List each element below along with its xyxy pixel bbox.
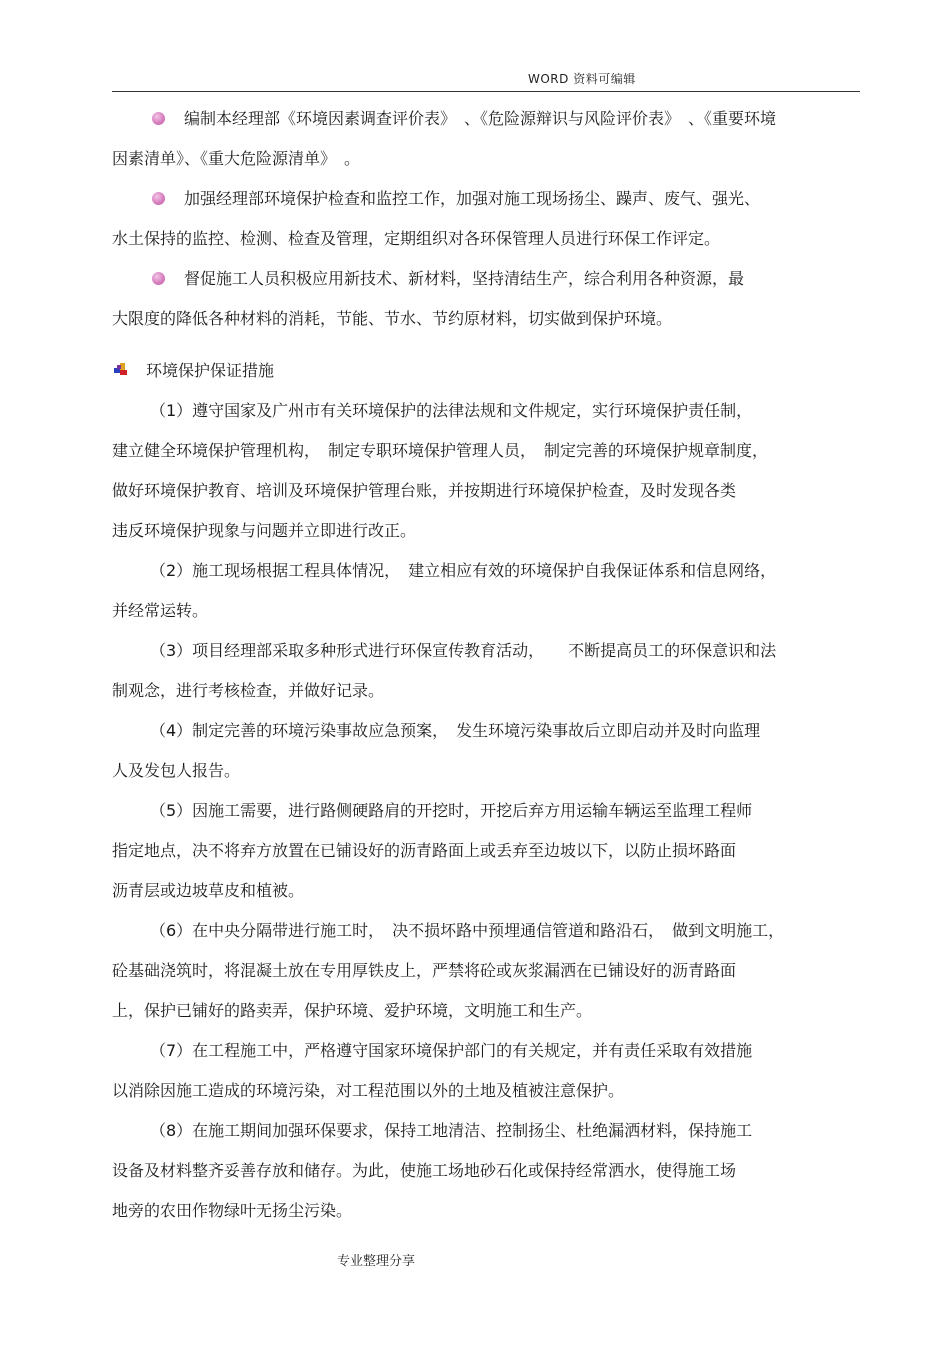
bullet-3-line-2: 大限度的降低各种材料的消耗，节能、节水、节约原材料，切实做到保护环境。 [112,309,673,328]
paragraph-1-line-1: （1）遵守国家及广州市有关环境保护的法律法规和文件规定，实行环境保护责任制， [150,401,753,420]
paragraph-1-line-4: 违反环境保护现象与问题并立即进行改正。 [112,521,417,540]
paragraph-6-line-3: 上，保护已铺好的路卖弄，保护环境、爱护环境，文明施工和生产。 [112,1001,593,1020]
paragraph-5-line-3: 沥青层或边坡草皮和植被。 [112,881,305,900]
paragraph-1-line-2: 建立健全环境保护管理机构， 制定专职环境保护管理人员， 制定完善的环境保护规章制度， [112,441,769,460]
paragraph-6-line-2: 砼基础浇筑时，将混凝土放在专用厚铁皮上，严禁将砼或灰浆漏洒在已铺设好的沥青路面 [112,961,737,980]
paragraph-8-line-1: （8）在施工期间加强环保要求，保持工地清洁、控制扬尘、杜绝漏洒材料，保持施工 [150,1121,753,1140]
paragraph-7-line-1: （7）在工程施工中，严格遵守国家环境保护部门的有关规定，并有责任采取有效措施 [150,1041,753,1060]
paragraph-4-line-1: （4）制定完善的环境污染事故应急预案， 发生环境污染事故后立即启动并及时向监理 [150,721,761,740]
colored-square-bullet-icon [114,362,128,376]
bullet-icon [152,112,165,125]
page-header: WORD 资料可编辑 [528,72,636,86]
bullet-3-line-1: 督促施工人员积极应用新技术、新材料，坚持清结生产，综合利用各种资源，最 [184,269,745,288]
paragraph-3-line-1: （3）项目经理部采取多种形式进行环保宣传教育活动， 不断提高员工的环保意识和法 [150,641,777,660]
paragraph-8-line-3: 地旁的农田作物绿叶无扬尘污染。 [112,1201,353,1220]
bullet-2-line-2: 水土保持的监控、检测、检查及管理，定期组织对各环保管理人员进行环保工作评定。 [112,229,721,248]
bullet-1-line-1: 编制本经理部《环境因素调查评价表》 、《危险源辩识与风险评价表》 、《重要环境 [184,109,777,128]
paragraph-1-line-3: 做好环境保护教育、培训及环境保护管理台账，并按期进行环境保护检查，及时发现各类 [112,481,737,500]
paragraph-5-line-1: （5）因施工需要，进行路侧硬路肩的开挖时，开挖后弃方用运输车辆运至监理工程师 [150,801,753,820]
paragraph-3-line-2: 制观念，进行考核检查，并做好记录。 [112,681,385,700]
bullet-1-line-2: 因素清单》、《重大危险源清单》 。 [112,149,361,168]
bullet-icon [152,192,165,205]
bullet-icon [152,272,165,285]
paragraph-8-line-2: 设备及材料整齐妥善存放和储存。为此，使施工场地砂石化或保持经常洒水，使得施工场 [112,1161,737,1180]
section-title: 环境保护保证措施 [146,361,275,380]
paragraph-5-line-2: 指定地点，决不将弃方放置在已铺设好的沥青路面上或丢弃至边坡以下，以防止损坏路面 [112,841,737,860]
header-rule [112,91,860,92]
paragraph-7-line-2: 以消除因施工造成的环境污染，对工程范围以外的土地及植被注意保护。 [112,1081,625,1100]
paragraph-6-line-1: （6）在中央分隔带进行施工时， 决不损坏路中预埋通信管道和路沿石， 做到文明施工， [150,921,785,940]
page-footer: 专业整理分享 [337,1254,416,1269]
paragraph-2-line-1: （2）施工现场根据工程具体情况， 建立相应有效的环境保护自我保证体系和信息网络， [150,561,777,580]
paragraph-4-line-2: 人及发包人报告。 [112,761,241,780]
bullet-2-line-1: 加强经理部环境保护检查和监控工作，加强对施工现场扬尘、躁声、废气、强光、 [184,189,761,208]
paragraph-2-line-2: 并经常运转。 [112,601,209,620]
